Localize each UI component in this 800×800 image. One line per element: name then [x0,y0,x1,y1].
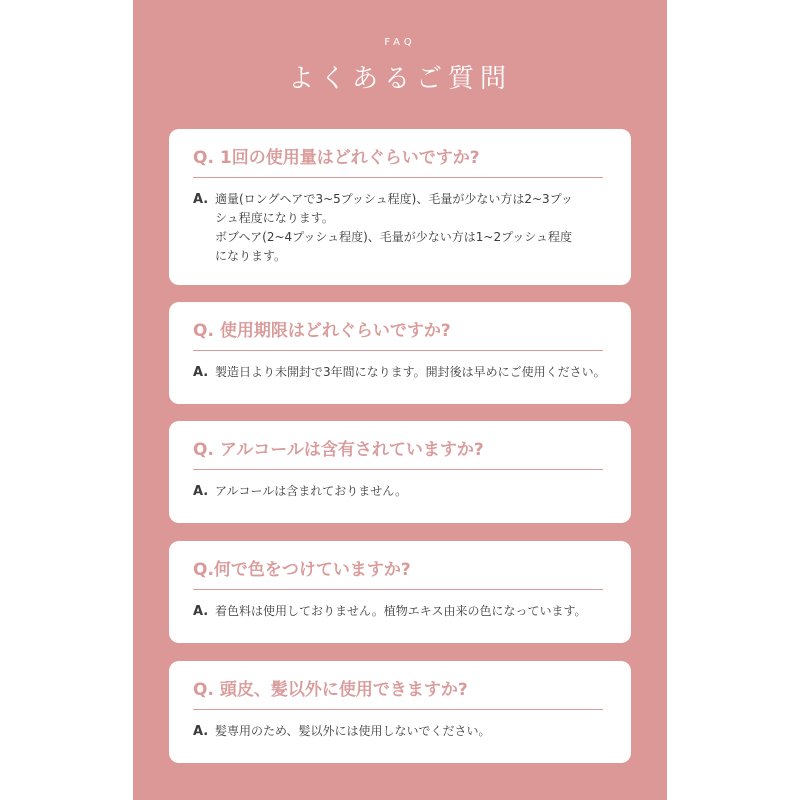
answer-row [193,602,603,621]
faq-panel [133,0,667,800]
answer-text [215,722,603,741]
question-row [193,555,603,585]
answer-line: 製造日より未開封で3年間になります。開封後は早めにご使用ください。 [215,365,606,379]
answer-line: シュ程度になります。 [215,211,334,225]
question-mark: Q. [193,440,214,460]
question-mark: Q. [193,321,214,341]
answer-text [215,363,606,382]
divider [193,589,603,590]
answer-line: アルコールは含まれておりません。 [215,484,408,498]
answer-mark: A. [193,724,209,739]
faq-card-coloring [169,541,631,643]
divider [193,177,603,178]
question-text: 何で色をつけていますか? [213,560,411,580]
faq-card-other-uses [169,661,631,763]
answer-text [215,602,603,621]
faq-eyebrow: FAQ [384,37,416,48]
answer-text [215,482,603,501]
answer-mark: A. [193,484,209,499]
question-mark: Q. [193,680,214,700]
question-mark: Q. [193,148,214,168]
divider [193,469,603,470]
answer-row [193,190,603,266]
answer-line: になります。 [215,249,287,263]
page-title: よくあるご質問 [287,64,512,94]
question-mark: Q. [193,560,214,580]
question-row [193,675,603,705]
answer-row [193,722,603,741]
divider [193,350,603,351]
answer-row [193,363,606,382]
question-row [193,435,603,465]
answer-text [215,190,603,266]
answer-row [193,482,603,501]
question-text: 頭皮、髪以外に使用できますか? [219,680,468,700]
divider [193,709,603,710]
answer-mark: A. [193,192,209,207]
answer-mark: A. [193,604,209,619]
answer-line: 適量(ロングヘアで3~5プッシュ程度)、毛量が少ない方は2~3プッ [215,192,573,206]
question-text: 1回の使用量はどれぐらいですか? [219,148,480,168]
question-row [193,143,603,173]
question-text: アルコールは含有されていますか? [219,440,484,460]
faq-card-expiry [169,302,631,404]
question-row [193,316,603,346]
answer-mark: A. [193,365,209,380]
question-text: 使用期限はどれぐらいですか? [219,321,451,341]
faq-card-alcohol [169,421,631,523]
answer-line: ボブヘア(2~4プッシュ程度)、毛量が少ない方は1~2プッシュ程度 [215,230,573,244]
faq-card-usage-amount [169,129,631,285]
answer-line: 着色料は使用しておりません。植物エキス由来の色になっています。 [215,604,587,618]
answer-line: 髪専用のため、髪以外には使用しないでください。 [215,724,491,738]
